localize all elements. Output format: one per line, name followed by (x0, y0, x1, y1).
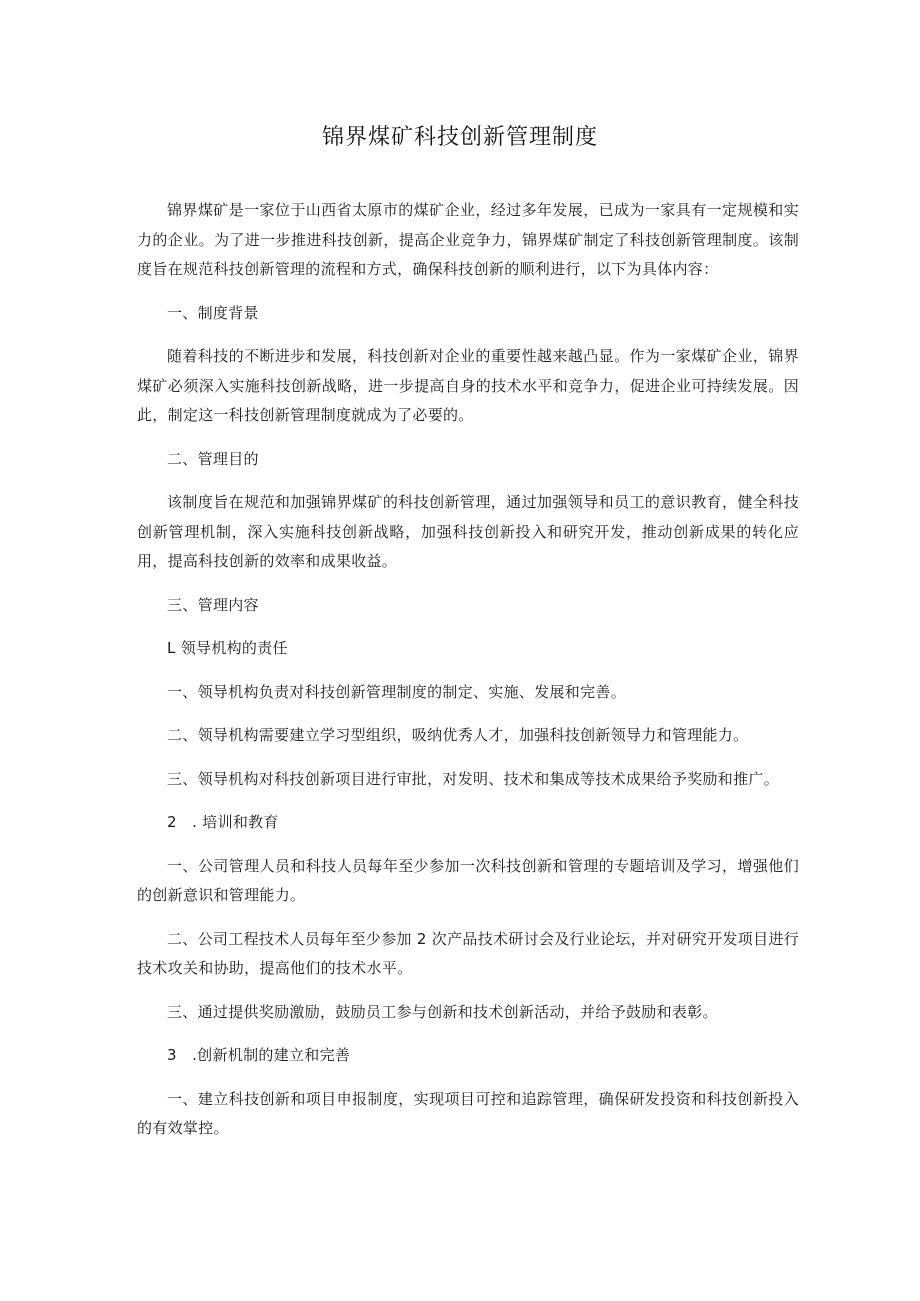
section-1-heading: 一、制度背景 (167, 303, 259, 322)
subsection-1-heading: L 领导机构的责任 (167, 639, 288, 657)
document-body (137, 196, 799, 1144)
subsection-1-item: 一、领导机构负责对科技创新管理制度的制定、实施、发展和完善。 (167, 682, 627, 701)
section-1-body: 随着科技的不断进步和发展，科技创新对企业的重要性越来越凸显。作为一家煤矿企业，锦界煤矿必须深入实施科技创新战略，进一步提高自身的技术水平和竞争力，促进企业可持续发展。因此，制定这一科技创新管理制度就成为了必要的。 (137, 347, 799, 424)
subsection-2-item: 一、公司管理人员和科技人员每年至少参加一次科技创新和管理的专题培训及学习，增强他们的创新意识和管理能力。 (137, 856, 799, 904)
section-3-heading: 三、管理内容 (167, 595, 259, 614)
subsection-3-heading: 3 .创新机制的建立和完善 (167, 1046, 351, 1064)
subsection-1-item: 二、领导机构需要建立学习型组织，吸纳优秀人才，加强科技创新领导力和管理能力。 (167, 726, 749, 744)
section-2-body: 该制度旨在规范和加强锦界煤矿的科技创新管理，通过加强领导和员工的意识教育，健全科技创新管理机制，深入实施科技创新战略，加强科技创新投入和研究开发，推动创新成果的转化应用，提高科技创新的效率和成果收益。 (137, 493, 799, 570)
section-2-heading: 二、管理目的 (167, 449, 259, 468)
subsection-3-item: 一、建立科技创新和项目申报制度，实现项目可控和追踪管理，确保研发投资和科技创新投入的有效掌控。 (137, 1089, 799, 1137)
subsection-2-item: 二、公司工程技术人员每年至少参加 2 次产品技术研讨会及行业论坛，并对研究开发项目进行技术攻关和协助，提高他们的技术水平。 (137, 929, 799, 977)
subsection-1-item: 三、领导机构对科技创新项目进行审批，对发明、技术和集成等技术成果给予奖励和推广。 (167, 769, 780, 788)
subsection-2-heading: 2 . 培训和教育 (167, 813, 279, 831)
document-title: 锦界煤矿科技创新管理制度 (321, 125, 598, 150)
intro-paragraph: 锦界煤矿是一家位于山西省太原市的煤矿企业，经过多年发展，已成为一家具有一定规模和实力的企业。为了进一步推进科技创新，提高企业竞争力，锦界煤矿制定了科技创新管理制度。该制度旨在规范科技创新管理的流程和方式，确保科技创新的顺利进行，以下为具体内容： (137, 201, 799, 278)
subsection-2-item: 三、通过提供奖励激励，鼓励员工参与创新和技术创新活动，并给予鼓励和表彰。 (167, 1002, 718, 1021)
